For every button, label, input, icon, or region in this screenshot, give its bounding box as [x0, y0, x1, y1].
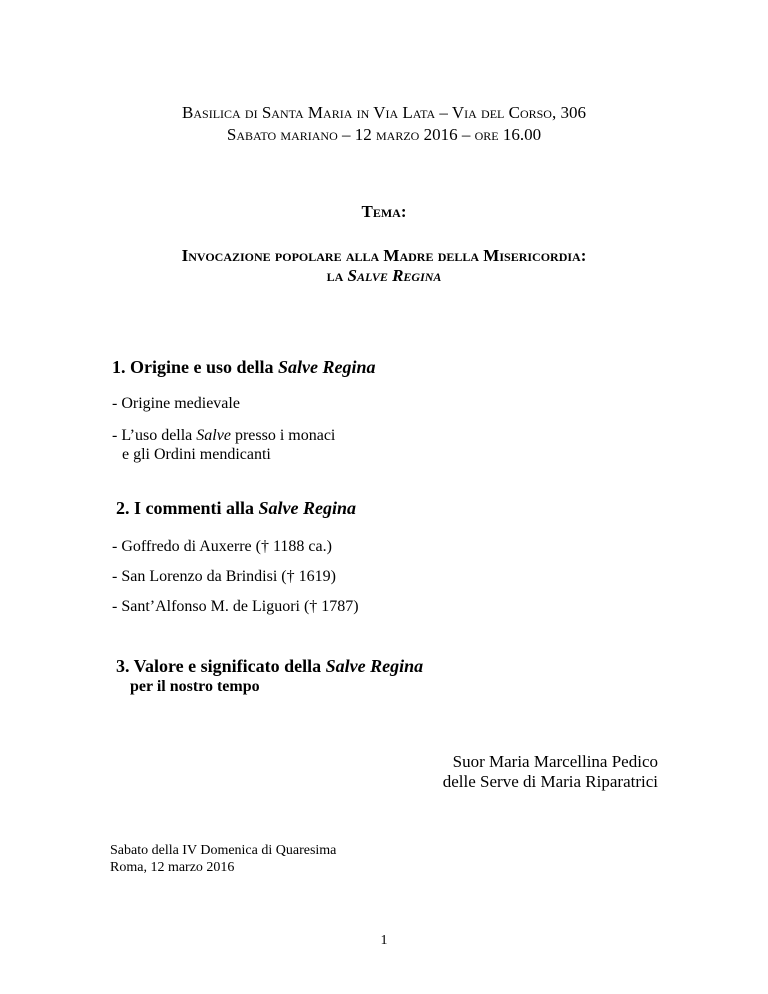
theme-label: Tema:: [361, 202, 407, 221]
header-venue: Basilica di Santa Maria in Via Lata – Via del Corso, 306: [182, 103, 586, 122]
section-3-subheading: per il nostro tempo: [130, 678, 260, 695]
section-1-item: - L’uso della Salve presso i monaci: [112, 427, 336, 444]
page-number: 1: [380, 933, 388, 948]
theme-title-line1: Invocazione popolare alla Madre della Misericordia:: [181, 246, 587, 265]
section-1-item: - Origine medievale: [112, 395, 240, 412]
section-2-heading: 2. I commenti alla Salve Regina: [116, 498, 356, 518]
section-2-item: - San Lorenzo da Brindisi († 1619): [112, 568, 336, 585]
section-2-item: - Goffredo di Auxerre († 1188 ca.): [112, 538, 332, 555]
footer-occasion: Sabato della IV Domenica di Quaresima: [110, 843, 337, 858]
footer-place-date: Roma, 12 marzo 2016: [110, 860, 235, 875]
signature-name: Suor Maria Marcellina Pedico: [452, 752, 658, 771]
section-3-heading: 3. Valore e significato della Salve Regina: [116, 656, 424, 676]
section-2-item: - Sant’Alfonso M. de Liguori († 1787): [112, 598, 359, 615]
section-1-heading: 1. Origine e uso della Salve Regina: [112, 357, 376, 377]
signature-order: delle Serve di Maria Riparatrici: [442, 772, 658, 791]
section-1-item-continuation: e gli Ordini mendicanti: [122, 446, 271, 463]
theme-title-line2: la Salve Regina: [326, 266, 442, 285]
header-date: Sabato mariano – 12 marzo 2016 – ore 16.00: [226, 125, 542, 144]
